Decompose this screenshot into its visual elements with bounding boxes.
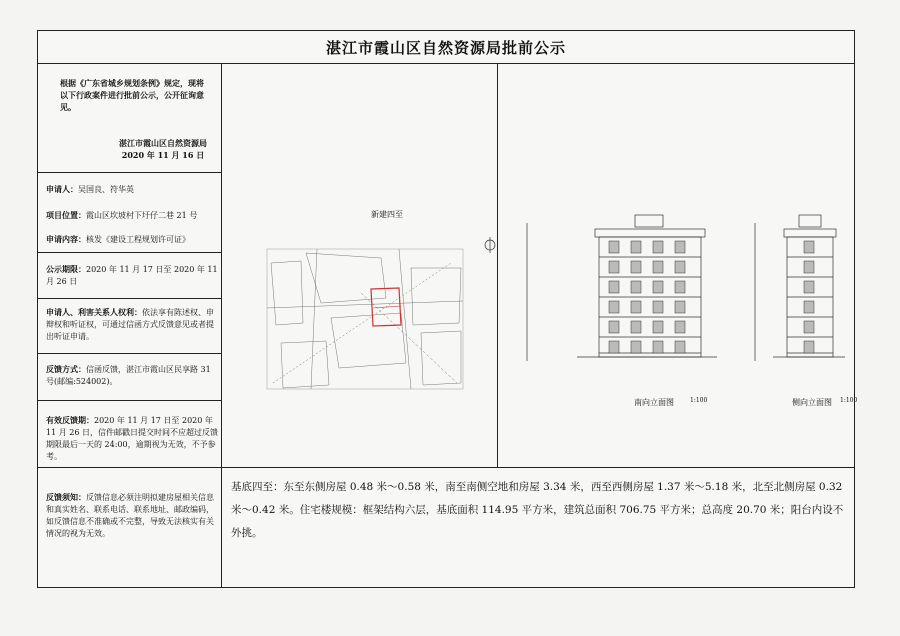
window bbox=[804, 341, 814, 353]
west-scale: 1:100 bbox=[840, 397, 858, 404]
divider bbox=[38, 298, 221, 299]
west-elevation bbox=[755, 215, 845, 361]
window bbox=[631, 341, 641, 353]
feedback-notice-label: 反馈须知： bbox=[46, 492, 86, 502]
location-value: 霞山区坎坡村下圩仔二巷 21 号 bbox=[86, 211, 198, 220]
south-elevation bbox=[527, 215, 717, 361]
elevation-panel bbox=[497, 63, 858, 467]
period-row bbox=[46, 263, 218, 288]
window bbox=[631, 241, 641, 253]
period-value: 2020 年 11 月 17 日至 2020 年 11 月 26 日 bbox=[46, 265, 218, 286]
window bbox=[631, 321, 641, 333]
rights-row bbox=[46, 306, 218, 343]
window bbox=[675, 301, 685, 313]
valid-period-value: 2020 年 11 月 17 日至 2020 年 11 月 26 日，信件邮戳日提交时间不应超过反馈期限最后一天的 24:00，逾期视为无效，不予参考。 bbox=[46, 416, 218, 461]
window bbox=[804, 281, 814, 293]
location-row bbox=[46, 209, 218, 222]
window bbox=[804, 241, 814, 253]
title-row bbox=[38, 31, 854, 64]
divider bbox=[38, 252, 221, 253]
valid-period-label: 有效反馈期： bbox=[46, 415, 94, 425]
window bbox=[653, 281, 663, 293]
feedback-method-row bbox=[46, 363, 218, 388]
window bbox=[675, 241, 685, 253]
divider bbox=[38, 353, 221, 354]
feedback-notice-row bbox=[46, 491, 218, 540]
description-box bbox=[221, 467, 854, 587]
window bbox=[653, 261, 663, 273]
window bbox=[609, 261, 619, 273]
issuer-org: 湛江市霞山区自然资源局 bbox=[119, 138, 207, 148]
content-label: 申请内容： bbox=[46, 234, 86, 244]
window bbox=[675, 341, 685, 353]
intro-text: 根据《广东省城乡规划条例》规定，现将以下行政案件进行批前公示，公开征询意见。 bbox=[60, 78, 204, 112]
feedback-method-label: 反馈方式： bbox=[46, 364, 86, 374]
rights-value: 依法享有陈述权、申辩权和听证权，可通过信函方式反馈意见或者提出听证申请。 bbox=[46, 308, 214, 341]
map-caption: 新建四至 bbox=[371, 210, 403, 219]
window bbox=[609, 301, 619, 313]
feedback-method-value: 信函反馈，湛江市霞山区民享路 31 号(邮编:524002)。 bbox=[46, 365, 211, 386]
divider bbox=[38, 467, 221, 468]
site-map-panel bbox=[221, 63, 498, 467]
window bbox=[653, 321, 663, 333]
info-column bbox=[38, 63, 222, 587]
page-title: 湛江市霞山区自然资源局批前公示 bbox=[325, 38, 566, 57]
window bbox=[653, 341, 663, 353]
window bbox=[631, 281, 641, 293]
window bbox=[609, 241, 619, 253]
divider bbox=[38, 172, 221, 173]
window bbox=[804, 321, 814, 333]
valid-period-row bbox=[46, 414, 218, 463]
feedback-notice-value: 反馈信息必须注明拟建房屋相关信息和真实姓名、联系电话、联系地址、邮政编码，如反馈信息不准确或不完整，导致无法核实有关情况的视为无效。 bbox=[46, 493, 214, 538]
rights-label: 申请人、利害关系人权利： bbox=[46, 307, 142, 317]
window bbox=[675, 321, 685, 333]
window bbox=[675, 261, 685, 273]
divider bbox=[38, 400, 221, 401]
window bbox=[609, 341, 619, 353]
window bbox=[653, 241, 663, 253]
applicant-label: 申请人： bbox=[46, 184, 78, 194]
window bbox=[609, 281, 619, 293]
window bbox=[631, 261, 641, 273]
applicant-row bbox=[46, 183, 218, 196]
window bbox=[804, 301, 814, 313]
period-label: 公示期限： bbox=[46, 264, 86, 274]
content-row bbox=[46, 233, 218, 246]
location-label: 项目位置： bbox=[46, 210, 86, 220]
window bbox=[631, 301, 641, 313]
west-elevation-label: 侧向立面图 bbox=[792, 398, 832, 407]
window bbox=[804, 261, 814, 273]
issuer-date: 2020 年 11 月 16 日 bbox=[121, 150, 205, 160]
window bbox=[675, 281, 685, 293]
notice-sheet bbox=[37, 30, 858, 588]
description-text: 基底四至：东至东侧房屋 0.48 米～0.58 米，南至南侧空地和房屋 3.34 米，西至西侧房屋 1.37 米～5.18 米，北至北侧房屋 0.32 米～0.42 米。住宅楼规模：框架结构六层，基底面积 114.95 平方米，建筑总面积 706.75 平方米；总高度 20.70 米；阳台内设不外挑。 bbox=[231, 481, 844, 539]
south-elevation-label: 南向立面图 bbox=[634, 398, 674, 407]
window bbox=[609, 321, 619, 333]
content-value: 核发《建设工程规划许可证》 bbox=[86, 235, 190, 244]
window bbox=[653, 301, 663, 313]
south-scale: 1:100 bbox=[690, 397, 708, 404]
applicant-value: 吴国良、符华英 bbox=[78, 185, 134, 194]
site-map-drawing bbox=[221, 63, 497, 467]
